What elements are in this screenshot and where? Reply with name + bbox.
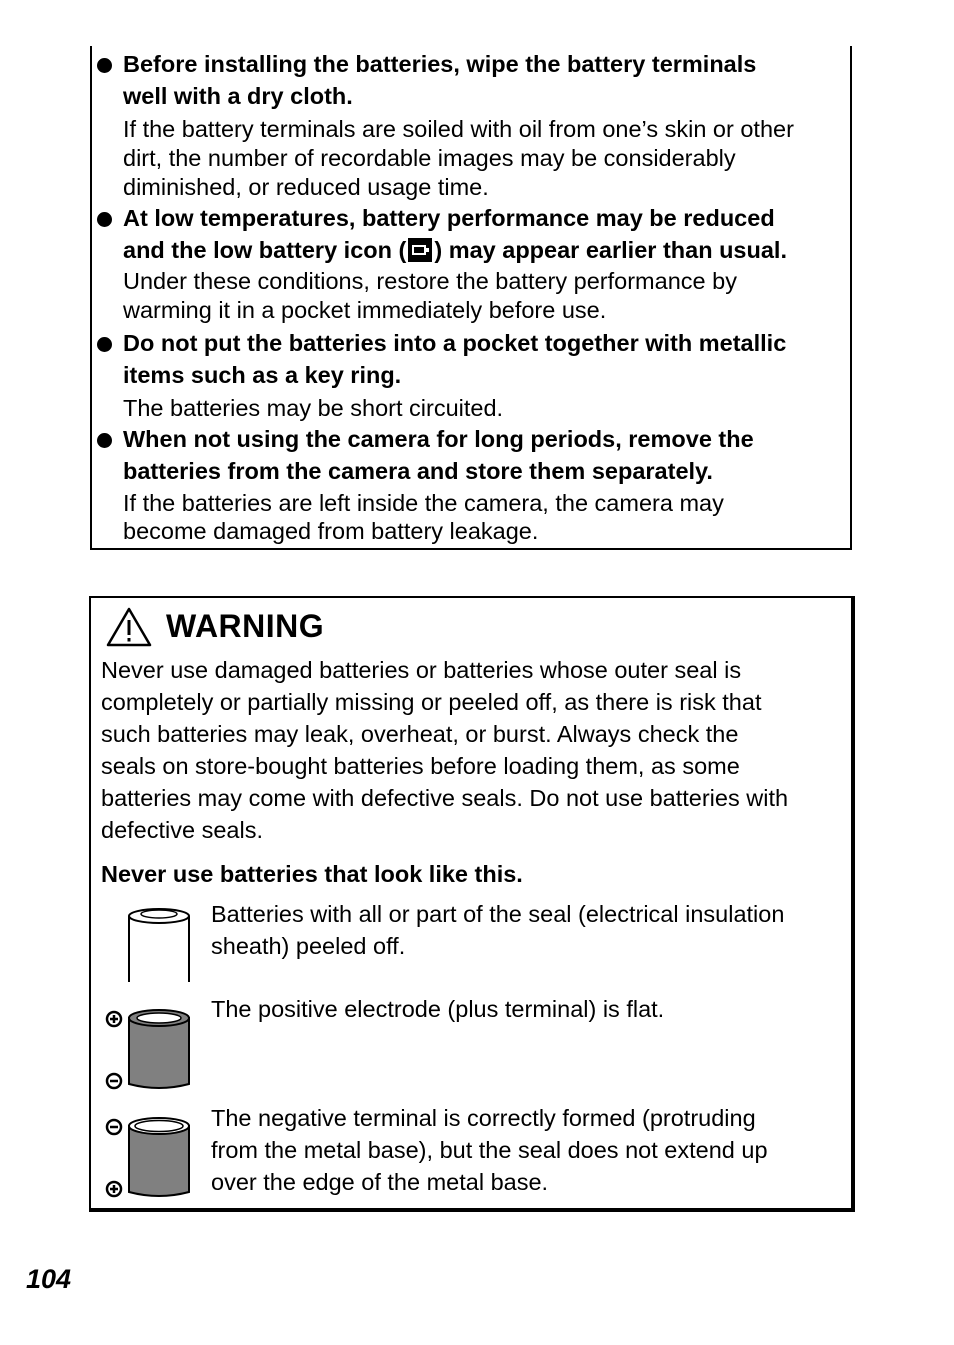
description-line: The negative terminal is correctly formed (protruding — [211, 1105, 756, 1131]
item-heading-line: At low temperatures, battery performance may be reduced — [123, 205, 775, 231]
bullet-icon — [97, 212, 112, 227]
warning-line: Never use damaged batteries or batteries whose outer seal is — [101, 657, 742, 683]
description-line: from the metal base), but the seal does not extend up — [211, 1137, 768, 1163]
warning-paragraph — [101, 654, 788, 846]
low-battery-icon — [408, 238, 432, 262]
description-line: Batteries with all or part of the seal (electrical insulation — [211, 901, 785, 927]
warning-line: completely or partially missing or peeled off, as there is risk that — [101, 689, 762, 715]
item-body-line: become damaged from battery leakage. — [123, 518, 539, 544]
item-body-line: warming it in a pocket immediately before use. — [123, 297, 607, 323]
bad-battery-description-seal-edge — [211, 1102, 768, 1198]
item-body-line: If the batteries are left inside the camera, the camera may — [123, 490, 724, 516]
bad-battery-description-flat — [211, 993, 664, 1025]
item-heading-line: and the low battery icon ( ) may appear earlier than usual. — [123, 237, 787, 263]
item-heading-line: well with a dry cloth. — [123, 83, 353, 109]
warning-triangle-icon — [105, 606, 153, 648]
page-number: 104 — [26, 1264, 72, 1294]
item-body-line: Under these conditions, restore the battery performance by — [123, 268, 737, 294]
item-body-line: diminished, or reduced usage time. — [123, 174, 489, 200]
flat-terminal-battery-icon — [103, 1004, 195, 1094]
warning-line: seals on store-bought batteries before loading them, as some — [101, 753, 740, 779]
warning-box — [89, 596, 855, 1212]
item-body-line: The batteries may be short circuited. — [123, 395, 504, 421]
bullet-icon — [97, 337, 112, 352]
caution-box — [90, 46, 852, 550]
item-heading-line: batteries from the camera and store them separately. — [123, 458, 713, 484]
item-heading-line: Do not put the batteries into a pocket together with metallic — [123, 330, 787, 356]
item-body-line: dirt, the number of recordable images may be considerably — [123, 145, 736, 171]
warning-line: defective seals. — [101, 817, 263, 843]
peeled-seal-battery-icon — [121, 904, 193, 984]
short-seal-battery-icon — [103, 1112, 195, 1202]
item-heading-line: items such as a key ring. — [123, 362, 402, 388]
description-line: sheath) peeled off. — [211, 933, 406, 959]
warning-line: such batteries may leak, overheat, or burst. Always check the — [101, 721, 739, 747]
bad-battery-description-peeled — [211, 898, 784, 962]
warning-title: WARNING — [166, 608, 325, 644]
description-line: The positive electrode (plus terminal) is flat. — [211, 996, 665, 1022]
item-heading-line: When not using the camera for long periods, remove the — [123, 426, 754, 452]
warning-subheading: Never use batteries that look like this. — [101, 861, 523, 887]
item-body-line: If the battery terminals are soiled with oil from one’s skin or other — [123, 116, 794, 142]
bullet-icon — [97, 433, 112, 448]
description-line: over the edge of the metal base. — [211, 1169, 549, 1195]
bullet-icon — [97, 58, 112, 73]
item-heading-line: Before installing the batteries, wipe the battery terminals — [123, 51, 757, 77]
warning-line: batteries may come with defective seals. Do not use batteries with — [101, 785, 789, 811]
